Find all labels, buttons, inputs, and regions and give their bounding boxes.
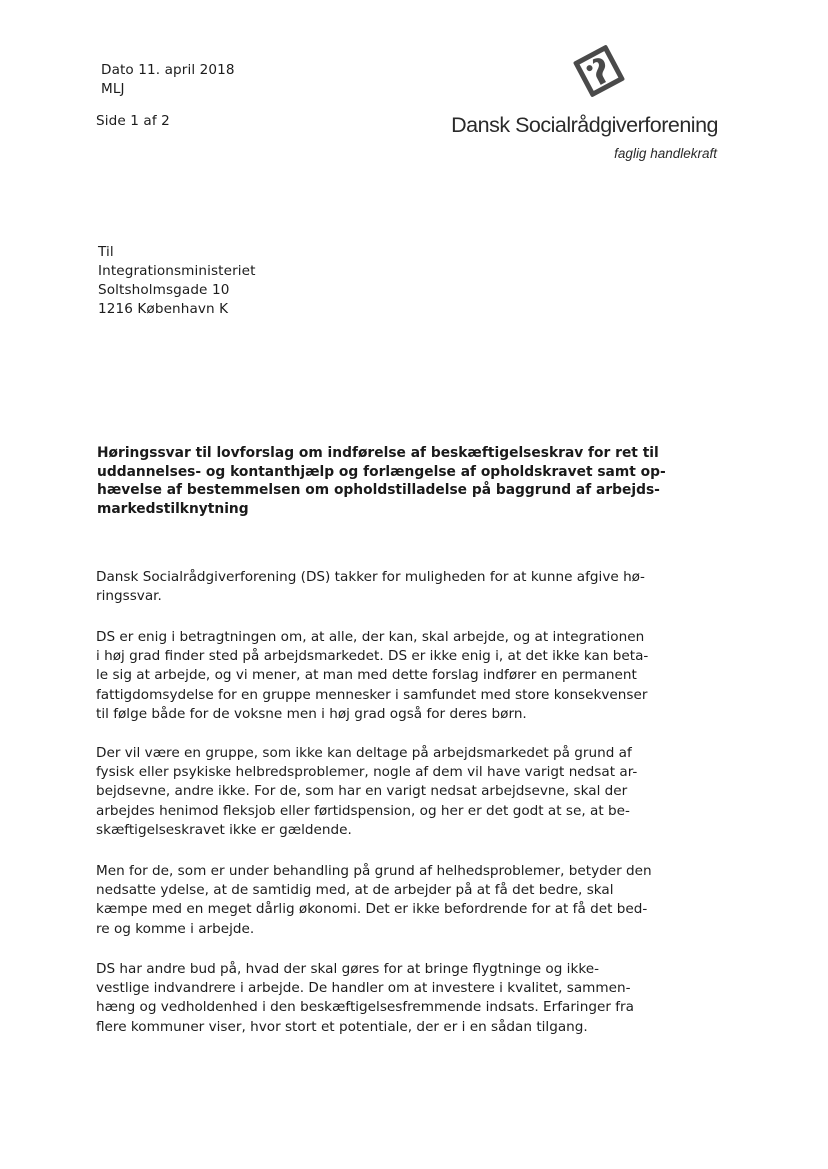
recipient-address — [98, 243, 256, 319]
body-paragraph: Der vil være en gruppe, som ikke kan deltage på arbejdsmarkedet på grund af fysisk eller psykiske helbredsproblemer, nogle af dem vil have varigt nedsat ar- bejdsevne, andre ikke. For de, som har en varigt nedsat arbejdsevne, skal der arbejdes henimod fleksjob eller førtidspension, og her er det godt at se, at be- skæftigelseskravet ikke er gældende. — [96, 745, 638, 838]
letter-date: Dato 11. april 2018 — [101, 62, 235, 78]
recipient-org: Integrationsministeriet — [98, 263, 256, 279]
ds-logo-icon — [566, 42, 632, 100]
organization-tagline: faglig handlekraft — [614, 146, 717, 161]
recipient-city: 1216 København K — [98, 301, 229, 317]
letter-initials: MLJ — [101, 81, 125, 97]
body-paragraph: DS er enig i betragtningen om, at alle, der kan, skal arbejde, og at integrationen i høj grad finder sted på arbejdsmarkedet. DS er ikke enig i, at det ikke kan beta- le sig at arbejde, og vi mener, at man med dette forslag indfører en permanent fattigdomsydelse for en gruppe mennesker i samfundet med store konsekvenser til følge både for de voksne men i høj grad også for deres børn. — [96, 629, 649, 722]
body-paragraph: DS har andre bud på, hvad der skal gøres for at bringe flygtninge og ikke- vestlige indvandrere i arbejde. De handler om at investere i kvalitet, sammen- hæng og vedholdenhed i den beskæftigelsesfremmende indsats. Erfaringer fra flere kommuner viser, hvor stort et potentiale, der er i en sådan tilgang. — [96, 961, 634, 1035]
body-paragraph: Dansk Socialrådgiverforening (DS) takker for muligheden for at kunne afgive hø- ringssvar. — [96, 569, 645, 605]
page-number: Side 1 af 2 — [96, 113, 170, 129]
organization-name: Dansk Socialrådgiverforening — [451, 113, 718, 137]
recipient-to: Til — [98, 244, 114, 260]
recipient-street: Soltsholmsgade 10 — [98, 282, 230, 298]
body-paragraph: Men for de, som er under behandling på grund af helhedsproblemer, betyder den nedsatte ydelse, at de samtidig med, at de arbejder på at få det bedre, skal kæmpe med en meget dårlig økonomi. Det er ikke befordrende for at få det bed- re og komme i arbejde. — [96, 863, 652, 937]
letter-subject: Høringssvar til lovforslag om indførelse af beskæftigelseskrav for ret til uddannelses- og kontanthjælp og forlængelse af opholdskravet samt op- hævelse af bestemmelsen om opholdstilladelse på baggrund af arbejds- markedstilknytning — [97, 445, 666, 517]
letter-meta — [101, 61, 235, 99]
